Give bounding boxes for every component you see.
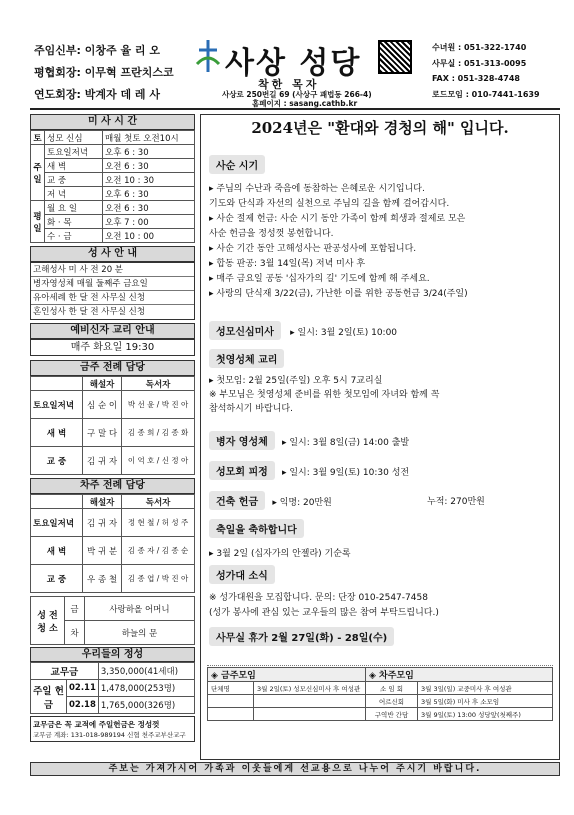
table-row: 주일 헌금 02.11 1,478,000(253명) [31,680,195,697]
this-week-meetings-title: ◈ 금주모임 [208,668,366,682]
feast-line: ▸ 3월 2일 (십자가의 안젤라) 기순록 [209,549,351,559]
office-vacation-section [209,627,394,646]
choir-line: ※ 성가대원을 모집합니다. 문의: 단장 010-2547-7458 [209,593,428,603]
catechumen-title: 예비신자 교리 안내 [30,323,195,339]
list-item: 혼인성사 한 달 전 사무실 신청 [33,307,146,317]
sacrament-list [30,262,195,320]
pastor-line: 주임신부: 이창주 율 리 오 [34,44,160,57]
mobile-number: 로드모임 : 010-7441-1639 [432,90,540,99]
council-president-line: 평협회장: 이무혁 프란치스코 [34,66,174,79]
retreat-title: 성모회 피정 [209,461,275,480]
church-logo-icon [195,38,221,74]
table-row: 토요일저녁 김 귀 자 정 현 철 / 허 성 주 [31,509,195,537]
table-row: 단체명 3월 2일(토) 성모신심미사 후 여성관 소 임 회 3월 3일(일) 교중미사 후 여성관 [208,682,553,695]
mass-title: 미 사 시 간 [30,114,195,130]
list-item: 병자영성체 매월 둘째주 금요일 [31,277,194,291]
building-fund-section [209,491,549,510]
table-row: 주일 토요일저녁 오후 6 : 30 [31,145,195,159]
account-note: 교무금은 꼭 교적에 주일헌금은 정성껏 [33,720,160,729]
meeting-divider [207,665,553,666]
church-title: 사상 성당 [225,46,362,81]
sacrament-title: 성 사 안 내 [30,246,195,262]
table-row: 차 하늘의 문 [31,621,195,645]
communion-line: 참석하시기 바랍니다. [209,404,293,414]
convent-phone: 수녀원 : 051-322-1740 [432,43,527,52]
office-vacation-title: 사무실 휴가 2월 27일(화) - 28일(수) [209,627,394,646]
marian-mass-time: ▸ 일시: 3월 2일(토) 10:00 [290,328,398,338]
this-week-duty-title: 금주 전례 담당 [30,360,195,376]
account-number: 교무금 계좌: 131-018-989194 신협 천주교부산교구 [33,731,186,739]
yearly-motto: 2024년은 "환대와 경청의 해" 입니다. [251,119,509,137]
marian-mass-section [209,321,397,340]
lent-title: 사순 시기 [209,155,265,174]
mass-table [30,130,195,243]
fax-number: FAX : 051-328-4748 [432,74,520,83]
meetings-area [207,667,553,721]
table-row: 교 중 오전 10 : 30 [31,173,195,187]
table-row: 구역반 간담 3월 9일(토) 13:00 성당앞(첫째주) [208,708,553,721]
next-week-duty-table: 해설자 독서자 토요일저녁 김 귀 자 정 현 철 / 허 성 주 새 벽 박 귀 분 김 종 자 / 김 종 순 교 중 우 종 철 김 종 엽 / 박 진 아 [30,494,195,593]
building-fund-anon: ▸ 익명: 20만원 [272,498,332,508]
office-phone: 사무실 : 051-313-0095 [432,59,527,68]
table-row: 교 중 김 귀 자 이 억 호 / 신 정 아 [31,447,195,475]
next-week-duty-title: 차주 전례 담당 [30,478,195,494]
list-item: 유아세례 한 달 전 사무실 신청 [31,291,194,305]
yeondo-president-line: 연도회장: 박계자 데 레 사 [34,88,160,101]
table-row: 새 벽 구 말 다 김 종 희 / 김 종 화 [31,419,195,447]
qr-code-icon[interactable] [378,40,412,74]
footer-banner: 주보는 가져가시어 가족과 이웃들에게 선교용으로 나누어 주시기 바랍니다. [30,762,560,776]
building-fund-title: 건축 헌금 [209,491,265,510]
table-row: 어르신회 3월 5일(화) 미사 후 소모임 [208,695,553,708]
table-row: 저 녁 오후 6 : 30 [31,187,195,201]
cleaning-table [30,596,195,645]
choir-line: (성가 봉사에 관심 있는 교우들의 많은 참여 부탁드립니다.) [209,608,439,618]
header-divider [30,108,560,110]
table-row: 새 벽 박 귀 분 김 종 자 / 김 종 순 [31,537,195,565]
right-column [200,114,560,760]
this-week-duty-table: 해설자 독서자 토요일저녁 심 순 이 박 선 윤 / 박 진 아 새 벽 구 말 다 김 종 희 / 김 종 화 교 중 김 귀 자 이 억 호 / 신 정 아 [30,376,195,475]
meetings-table [207,667,553,721]
table-row: 교 중 우 종 철 김 종 엽 / 박 진 아 [31,565,195,593]
account-box [30,716,195,742]
first-communion-title: 첫영성체 교리 [209,349,284,368]
list-item: 고해성사 미 사 전 20 분 [31,263,194,277]
offering-table [30,662,195,714]
communion-line: ※ 부모님은 첫영성체 준비를 위한 첫모임에 자녀와 함께 꼭 [209,390,440,400]
table-row: 교무금 3,350,000(41세대) [31,663,195,680]
table-row: 화 · 목 오후 7 : 00 [31,215,195,229]
next-week-meetings-title: ◈ 차주모임 [366,668,553,682]
feast-section [209,519,351,559]
lent-line: ▸ 사순 기간 동안 고해성사는 판공성사에 포함됩니다. [209,244,417,254]
table-row: 토요일저녁 심 순 이 박 선 윤 / 박 진 아 [31,391,195,419]
table-row: 토 성모 신심 매월 첫토 오전10시 [31,131,195,145]
lent-line: ▸ 합동 판공: 3월 14일(목) 저녁 미사 후 [209,259,366,269]
sick-communion-time: ▸ 일시: 3월 8일(금) 14:00 출발 [281,438,410,448]
choir-title: 성가대 소식 [209,565,275,584]
church-homepage[interactable]: 홈페이지 : sasang.cathb.kr [252,99,358,108]
sick-communion-title: 병자 영성체 [209,431,275,450]
feast-title: 축일을 축하합니다 [209,519,304,538]
lent-line: ▸ 주님의 수난과 죽음에 동참하는 은혜로운 시기입니다. [209,184,425,194]
marian-mass-title: 성모신심미사 [209,321,281,340]
lent-section [209,155,468,302]
table-row: 수 · 금 오전 10 : 00 [31,229,195,243]
retreat-section [209,461,409,480]
catechumen-time: 매주 화요일 19:30 [30,339,195,356]
bulletin-subtitle: 착한 목자 [258,78,320,91]
communion-line: ▸ 첫모임: 2월 25일(주일) 오후 5시 7교리실 [209,376,383,386]
offering-title: 우리들의 정성 [30,647,195,662]
building-fund-total: 누적: 270만원 [427,497,485,507]
lent-line: ▸ 매주 금요일 공동 '십자가의 길' 기도에 함께 해 주세요. [209,274,430,284]
sick-communion-section [209,431,409,450]
table-row: 평일 월 요 일 오전 6 : 30 [31,201,195,215]
lent-line: ▸ 사랑의 단식재 3/22(금), 가난한 이를 위한 공동헌금 3/24(주일) [209,289,468,299]
left-column [30,114,195,742]
table-row: 02.18 1,765,000(326명) [31,697,195,714]
lent-line: ▸ 사순 절제 헌금: 사순 시기 동안 가족이 함께 희생과 절제로 모은 [209,214,466,224]
lent-line: 사순 헌금을 정성껏 봉헌합니다. [209,229,334,239]
table-row: 새 벽 오전 6 : 30 [31,159,195,173]
lent-line: 기도와 단식과 자선의 실천으로 주님의 길을 함께 걸어갑시다. [209,199,450,209]
choir-section [209,565,439,621]
church-address: 사상로 250번길 69 (사상구 괘법동 266-4) [222,90,372,99]
retreat-time: ▸ 일시: 3월 9일(토) 10:30 성전 [281,468,410,478]
first-communion-section [209,349,439,416]
table-row: 성 전 청 소 금 사랑하올 어머니 [31,597,195,621]
